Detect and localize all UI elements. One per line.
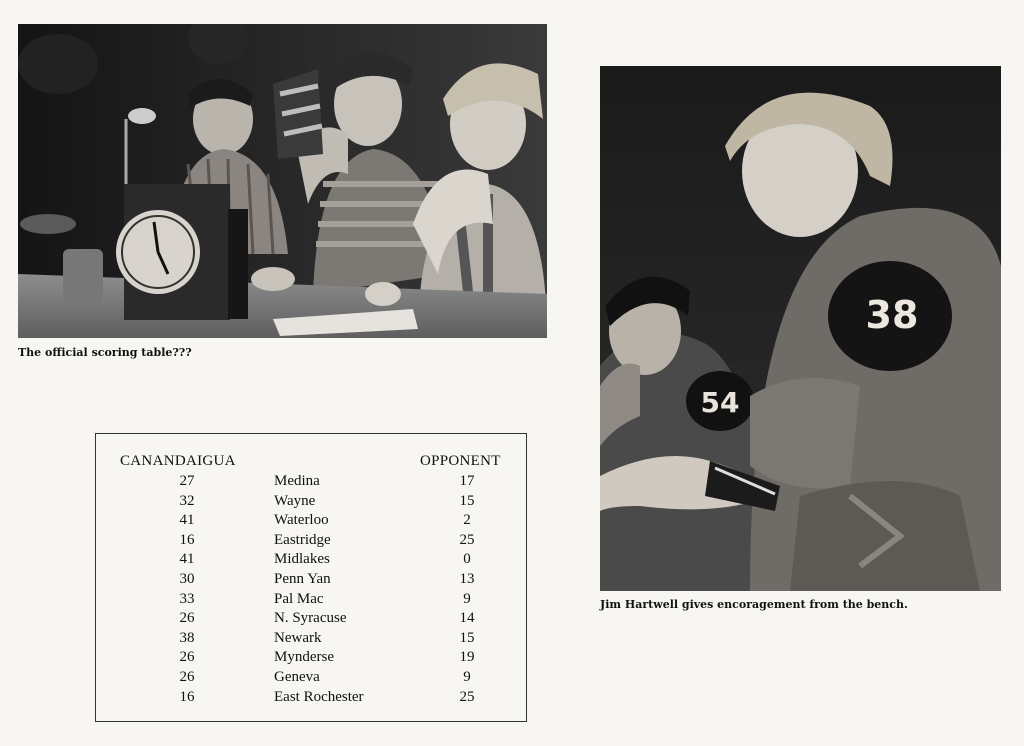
- home-team-header: CANANDAIGUA: [120, 453, 236, 469]
- opponent-name: Waterloo: [274, 512, 329, 529]
- home-score: 16: [179, 688, 195, 705]
- opponent-name: Penn Yan: [274, 571, 331, 587]
- home-score: 38: [179, 629, 195, 646]
- jersey-54-number: 54: [700, 386, 740, 419]
- opponent-name: Newark: [274, 629, 322, 646]
- table-row: [96, 648, 526, 668]
- opponent-score: 25: [459, 688, 475, 705]
- opponent-score: 15: [459, 492, 475, 509]
- table-row: [96, 570, 526, 590]
- bench-illustration: [600, 66, 1001, 591]
- table-row: [96, 609, 526, 629]
- home-score: 33: [179, 590, 195, 607]
- opponent-name: Mynderse: [274, 649, 334, 666]
- opponent-name: Wayne: [274, 492, 316, 509]
- opponent-score: 2: [463, 512, 471, 529]
- opponent-name: Medina: [274, 473, 320, 489]
- opponent-score: 15: [459, 629, 475, 646]
- scoring-table-illustration: [18, 24, 547, 338]
- opponent-name: Midlakes: [274, 551, 330, 568]
- bench-caption: Jim Hartwell gives encoragement from the bench.: [600, 598, 908, 611]
- table-row: [96, 590, 526, 610]
- home-score: 30: [179, 571, 195, 587]
- jersey-38-number: 38: [865, 293, 919, 337]
- opponent-score: 0: [463, 551, 471, 568]
- home-score: 41: [179, 551, 195, 568]
- table-row: [96, 531, 526, 551]
- home-score: 26: [179, 610, 195, 627]
- table-row: [96, 492, 526, 512]
- opponent-score: 14: [459, 610, 475, 627]
- bench-photo: [600, 66, 1001, 591]
- table-row: [96, 511, 526, 531]
- opponent-score: 19: [459, 649, 475, 666]
- table-row: [96, 472, 526, 492]
- table-row: [96, 550, 526, 570]
- opponent-header: OPPONENT: [420, 453, 501, 469]
- opponent-name: East Rochester: [274, 688, 364, 705]
- home-score: 16: [179, 531, 195, 548]
- home-score: 26: [179, 649, 195, 666]
- opponent-score: 9: [463, 669, 471, 685]
- season-scores-table: [95, 433, 527, 722]
- scoring-table-photo: [18, 24, 547, 338]
- opponent-name: Eastridge: [274, 531, 331, 548]
- opponent-name: N. Syracuse: [274, 610, 347, 627]
- opponent-name: Pal Mac: [274, 590, 324, 607]
- table-row: [96, 629, 526, 649]
- table-row: [96, 688, 526, 708]
- home-score: 32: [179, 492, 195, 509]
- opponent-score: 13: [459, 571, 475, 587]
- opponent-name: Geneva: [274, 669, 320, 685]
- opponent-score: 9: [463, 590, 471, 607]
- table-row: [96, 668, 526, 688]
- opponent-score: 25: [459, 531, 475, 548]
- scoring-table-caption: The official scoring table???: [18, 346, 192, 359]
- home-score: 41: [179, 512, 195, 529]
- home-score: 27: [179, 473, 195, 489]
- opponent-score: 17: [459, 473, 475, 489]
- home-score: 26: [179, 669, 195, 685]
